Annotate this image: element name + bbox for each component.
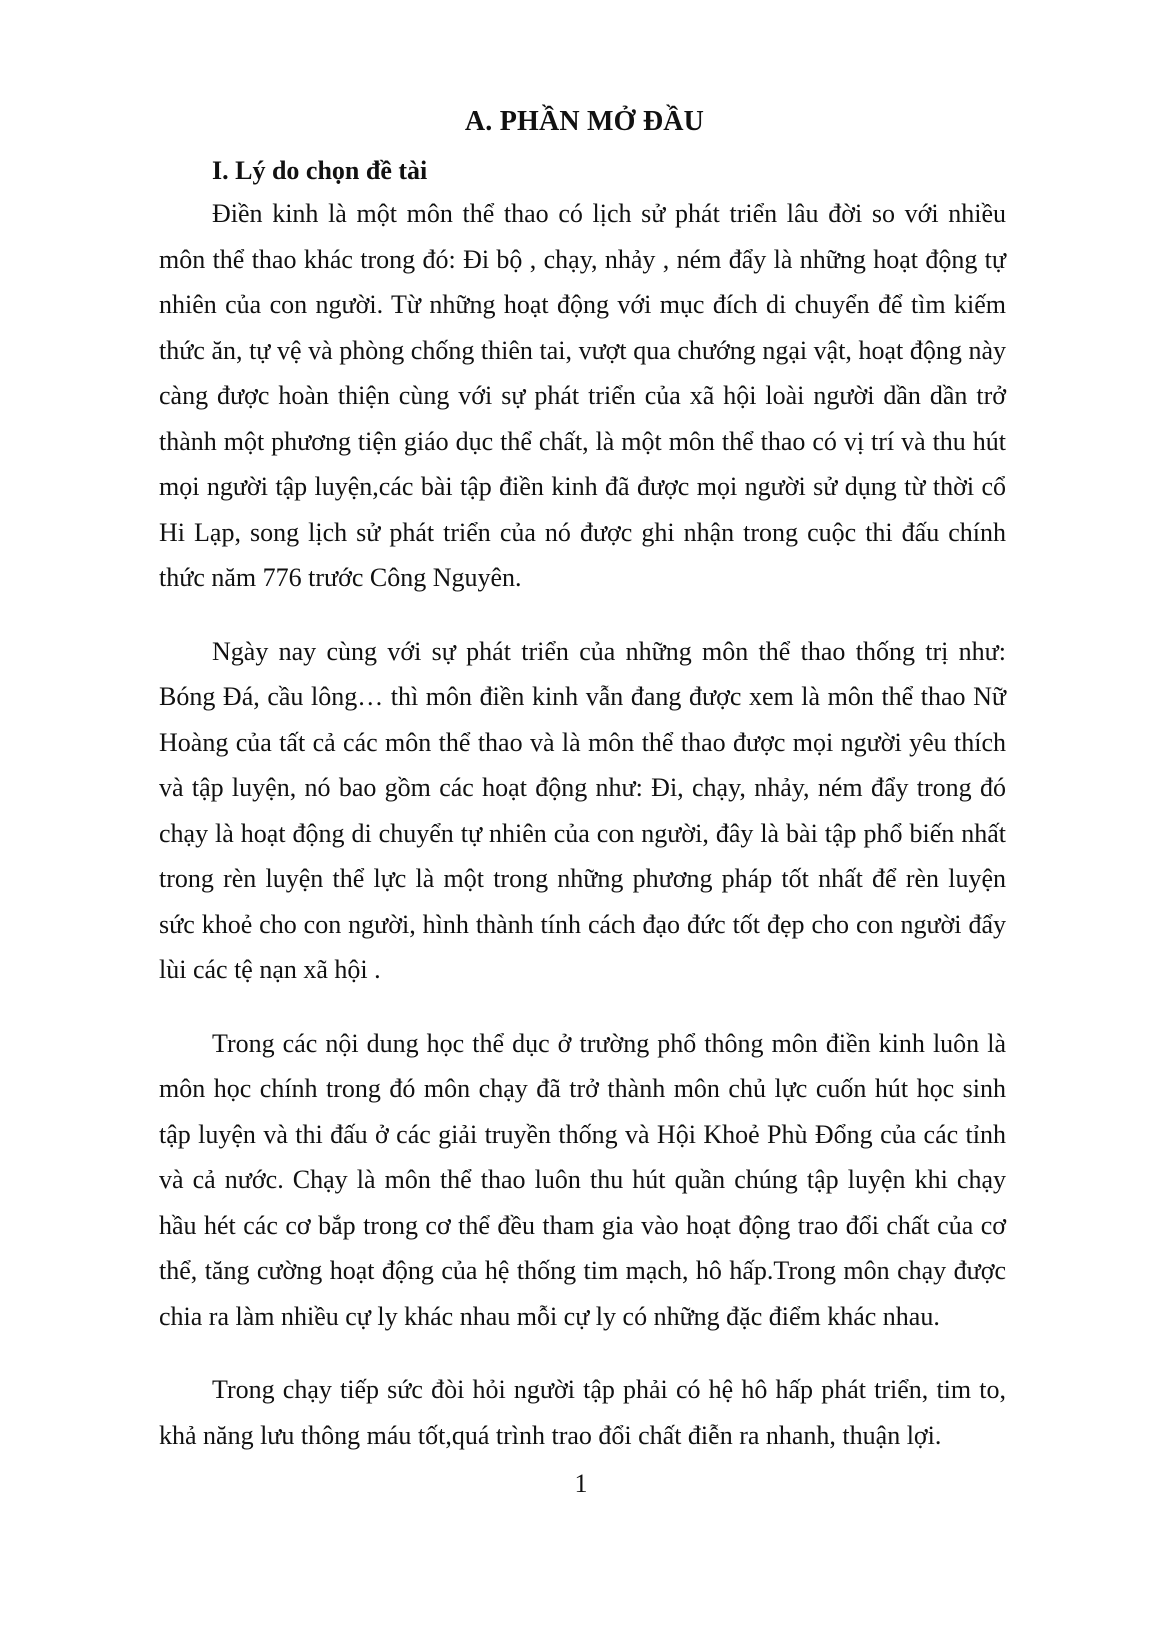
paragraph-2: Ngày nay cùng với sự phát triển của những môn thể thao thống trị như: Bóng Đá, cầu lông… thì môn điền kinh vẫn đang được xem là môn thể thao Nữ Hoàng của tất cả các môn thể thao và là môn thể thao được mọi người yêu thích và tập luyện, nó bao gồm các hoạt động như: Đi, chạy, nhảy, ném đẩy trong đó chạy là hoạt động di chuyển tự nhiên của con người, đây là bài tập phổ biến nhất trong rèn luyện thể lực là một trong những phương pháp tốt nhất để rèn luyện sức khoẻ cho con người, hình thành tính cách đạo đức tốt đẹp cho con người đẩy lùi các tệ nạn xã hội .: [159, 636, 1006, 984]
page-content: [159, 102, 1006, 1458]
paragraph-1: Điền kinh là một môn thể thao có lịch sử phát triển lâu đời so với nhiều môn thể thao khác trong đó: Đi bộ , chạy, nhảy , ném đẩy là những hoạt động tự nhiên của con người. Từ những hoạt động với mục đích di chuyển để tìm kiếm thức ăn, tự vệ và phòng chống thiên tai, vượt qua chướng ngại vật, hoạt động này càng được hoàn thiện cùng với sự phát triển của xã hội loài người dần dần trở thành một phương tiện giáo dục thể chất, là một môn thể thao có vị trí và thu hút mọi người tập luyện,các bài tập điền kinh đã được mọi người sử dụng từ thời cổ Hi Lạp, song lịch sử phát triển của nó được ghi nhận trong cuộc thi đấu chính thức năm 776 trước Công Nguyên.: [159, 199, 1006, 592]
paragraph-3: Trong các nội dung học thể dục ở trường phổ thông môn điền kinh luôn là môn học chính trong đó môn chạy đã trở thành môn chủ lực cuốn hút học sinh tập luyện và thi đấu ở các giải truyền thống và Hội Khoẻ Phù Đổng của các tỉnh và cả nước. Chạy là môn thể thao luôn thu hút quần chúng tập luyện khi chạy hầu hét các cơ bắp trong cơ thể đều tham gia vào hoạt động trao đổi chất của cơ thể, tăng cường hoạt động của hệ thống tim mạch, hô hấp.Trong môn chạy được chia ra làm nhiều cự ly khác nhau mỗi cự ly có những đặc điểm khác nhau.: [159, 1028, 1006, 1331]
page-number: 1: [574, 1469, 588, 1498]
document-title: A. PHẦN MỞ ĐẦU: [464, 106, 705, 137]
section-heading: I. Lý do chọn đề tài: [212, 156, 428, 185]
paragraph-4: Trong chạy tiếp sức đòi hỏi người tập phải có hệ hô hấp phát triển, tim to, khả năng lưu thông máu tốt,quá trình trao đổi chất điễn ra nhanh, thuận lợi.: [159, 1375, 1006, 1450]
